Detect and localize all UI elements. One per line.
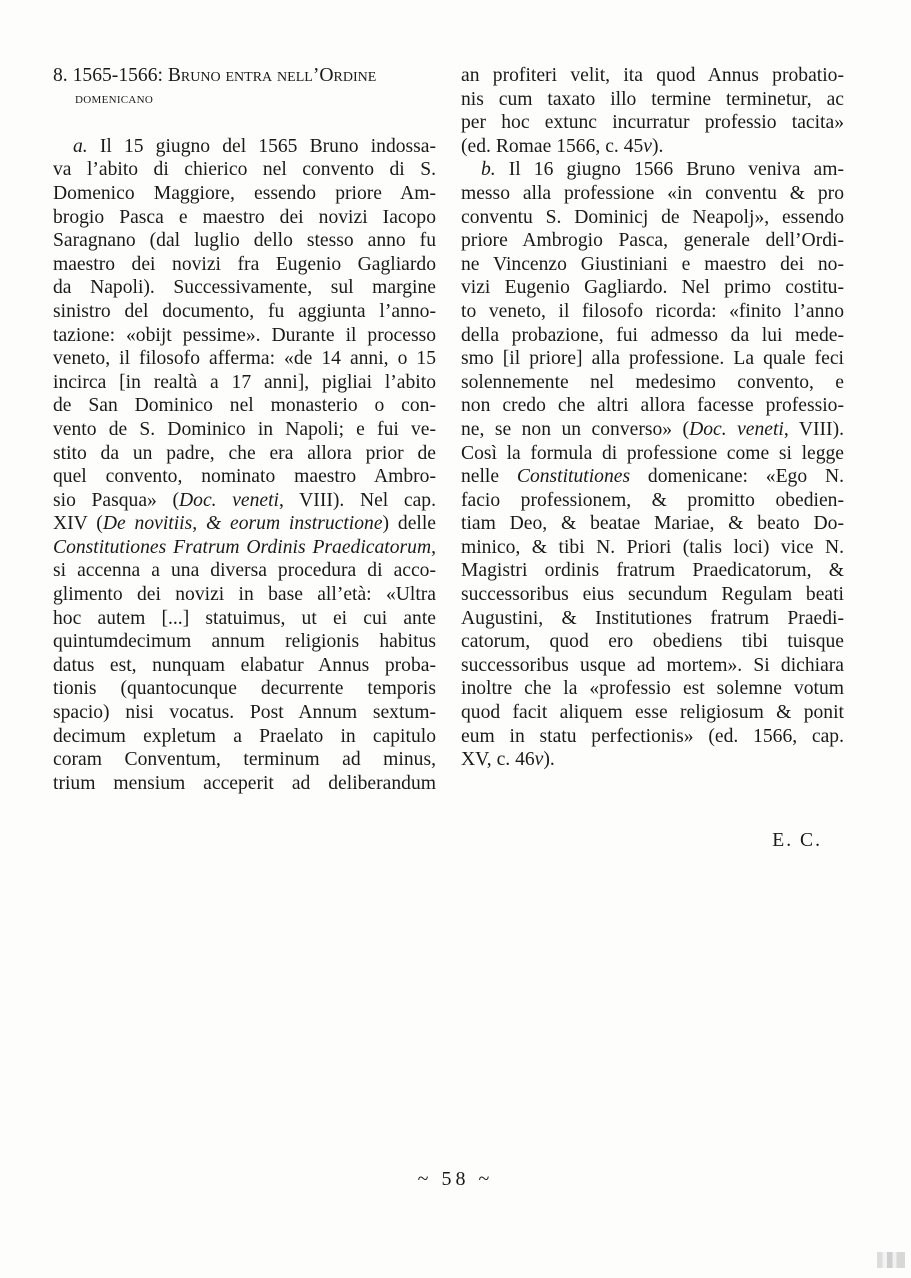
paragraph-a-line: de San Dominico nel monasterio o con- <box>53 395 436 417</box>
paragraph-b-line: priore Ambrogio Pasca, generale dell’Ordi- <box>461 230 844 252</box>
paragraph-a-line: stito da un padre, che era allora prior de <box>53 442 436 464</box>
paragraph-a-line: spacio) nisi vocatus. Post Annum sextum- <box>53 702 436 724</box>
paragraph-a-line: sinistro del documento, fu aggiunta l’anno- <box>53 300 436 322</box>
paragraph-b-line: catorum, quod ero obediens tibi tuisque <box>461 631 844 653</box>
verso-mark: v <box>643 135 652 157</box>
paragraph-b-line: solennemente nel medesimo convento, e <box>461 371 844 393</box>
text: Il 15 giugno del 1565 Bruno indossa- <box>99 135 437 157</box>
paragraph-a-continued-line: an profiteri velit, ita quod Annus probatio- <box>461 65 844 86</box>
paragraph-a-continued-line <box>461 135 844 159</box>
page-number: ~ 58 ~ <box>417 1168 494 1190</box>
paragraph-a-line: tazione: «obijt pessime». Durante il processo <box>53 324 436 346</box>
paragraph-a-line: decimum expletum a Praelato in capitulo <box>53 725 436 747</box>
paragraph-a-line: Saragnano (dal luglio dello stesso anno fu <box>53 230 436 252</box>
paragraph-b-line: to veneto, il filosofo ricorda: «finito l’anno <box>461 300 844 322</box>
paragraph-a-line: Domenico Maggiore, essendo priore Am- <box>53 182 436 204</box>
paragraph-b-line: successoribus eius secundum Regulam beati <box>461 584 844 606</box>
paragraph-b-line: della probazione, fui admesso da lui mede- <box>461 324 844 346</box>
paragraph-b-line: facio professionem, & promitto obedien- <box>461 489 844 511</box>
paragraph-a-line: quel convento, nominato maestro Ambro- <box>53 466 436 488</box>
paragraph-a-label: a. <box>73 135 88 157</box>
paragraph-b-line: vizi Eugenio Gagliardo. Nel primo costitu- <box>461 277 844 299</box>
text: (ed. Romae 1566, c. 45 <box>461 135 644 157</box>
paragraph-a-line <box>53 536 436 560</box>
left-column <box>53 64 436 795</box>
text: ). <box>652 135 664 157</box>
paragraph-a-continued-line: nis cum taxato illo termine terminetur, ac <box>461 88 844 110</box>
verso-mark: v <box>534 749 544 771</box>
text: ) delle <box>382 513 436 535</box>
paragraph-a-line <box>53 135 436 159</box>
section-years: 1565-1566: <box>72 65 163 86</box>
heading-spacer <box>53 111 436 135</box>
paragraph-a-line: maestro dei novizi fra Eugenio Gagliardo <box>53 253 436 275</box>
citation-title: Constitutiones <box>516 466 631 488</box>
paragraph-a-line: veneto, il filosofo afferma: «de 14 anni, o 15 <box>53 348 436 370</box>
paragraph-b-line: tiam Deo, & beatae Mariae, & beato Do- <box>461 513 844 535</box>
paragraph-b-line: smo [il priore] alla professione. La quale feci <box>461 348 844 370</box>
paragraph-a-line: quintumdecimum annum religionis habitus <box>53 631 436 653</box>
text: , <box>431 536 436 558</box>
paragraph-b-line: successoribus usque ad mortem». Si dichiara <box>461 654 844 676</box>
paragraph-b-line <box>461 465 844 489</box>
paragraph-a-line: hoc autem [...] statuimus, ut ei cui ante <box>53 607 436 629</box>
paragraph-a-line: tionis (quantocunque decurrente temporis <box>53 678 436 700</box>
paragraph-a-line: brogio Pasca e maestro dei novizi Iacopo <box>53 206 436 228</box>
paragraph-b-line: Magistri ordinis fratrum Praedicatorum, & <box>461 560 844 582</box>
section-title-line-2: domenicano <box>75 90 154 107</box>
text: ne, se non un converso» ( <box>461 418 690 440</box>
right-column <box>461 64 844 772</box>
paragraph-a-line: coram Conventum, terminum ad minus, <box>53 749 436 771</box>
text: domenicane: «Ego N. <box>630 466 844 488</box>
text: Il 16 giugno 1566 Bruno veniva am- <box>508 159 844 181</box>
citation-title: De novitiis, & eorum instructione <box>102 513 383 535</box>
paragraph-b-line: ne Vincenzo Giustiniani e maestro dei no- <box>461 253 844 275</box>
paragraph-a-continued-line: per hoc extunc incurratur professio tacita» <box>461 112 844 134</box>
text: sio Pasqua» ( <box>53 489 179 511</box>
section-title-line-1: Bruno entra nell’Ordine <box>167 65 377 86</box>
paragraph-b-line: Augustini, & Institutiones fratrum Praedi- <box>461 607 844 629</box>
scan-edge-mark <box>877 1252 905 1268</box>
text: , VIII). Nel cap. <box>278 489 436 511</box>
paragraph-b-line: messo alla professione «in conventu & pro <box>461 182 844 204</box>
paragraph-a-line: incirca [in realtà a 17 anni], pigliai l’abito <box>53 371 436 393</box>
paragraph-a-line: va l’abito di chierico nel convento di S. <box>53 159 436 181</box>
paragraph-b-line: inoltre che la «professio est solemne votum <box>461 678 844 700</box>
section-number: 8. <box>53 65 68 86</box>
paragraph-b-line: Così la formula di professione come si legge <box>461 442 844 464</box>
text: , VIII). <box>783 418 844 440</box>
paragraph-a-line: vento de S. Dominico in Napoli; e fui ve- <box>53 418 436 440</box>
author-initials: E. C. <box>772 830 822 851</box>
citation-title: Doc. veneti <box>179 489 279 511</box>
text: nelle <box>461 466 517 488</box>
paragraph-b-label: b. <box>481 159 496 181</box>
citation-title: Constitutiones Fratrum Ordinis Praedicatorum <box>53 536 432 558</box>
paragraph-a-line: trium mensium acceperit ad deliberandum <box>53 772 436 794</box>
paragraph-b-line: quod facit aliquem esse religiosum & ponit <box>461 702 844 724</box>
paragraph-b-line: non credo che altri allora facesse professio- <box>461 395 844 417</box>
paragraph-b-line: minico, & tibi N. Priori (talis loci) vice N. <box>461 536 844 558</box>
paragraph-b-line <box>461 158 844 182</box>
section-heading <box>53 64 436 88</box>
paragraph-a-line: glimento dei novizi in base all’età: «Ultra <box>53 584 436 606</box>
paragraph-a-line <box>53 489 436 513</box>
paragraph-b-line: eum in statu perfectionis» (ed. 1566, cap. <box>461 725 844 747</box>
text: XIV ( <box>53 513 103 535</box>
paragraph-a-line <box>53 512 436 536</box>
paragraph-a-line: si accenna a una diversa procedura di acco- <box>53 560 436 582</box>
citation-title: Doc. veneti <box>689 418 784 440</box>
paragraph-a-line: da Napoli). Successivamente, sul margine <box>53 277 436 299</box>
paragraph-b-line <box>461 748 844 772</box>
paragraph-b-line <box>461 418 844 442</box>
paragraph-a-line: datus est, nunquam elabatur Annus proba- <box>53 654 436 676</box>
paragraph-b-line: conventu S. Dominicj de Neapolj», essendo <box>461 206 844 228</box>
text: XV, c. 46 <box>461 749 535 771</box>
text: ). <box>543 749 555 771</box>
